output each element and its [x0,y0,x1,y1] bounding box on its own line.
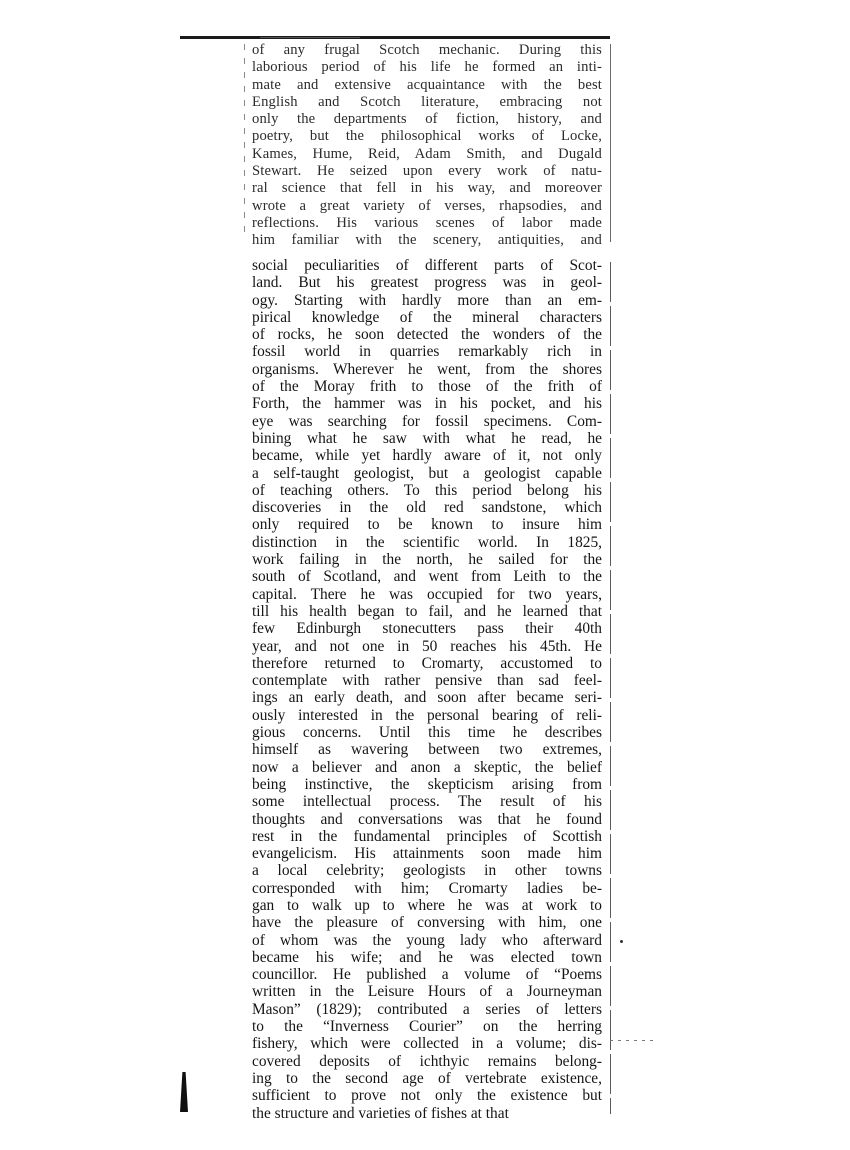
text-line: discoveries in the old red sandstone, which [252,499,602,517]
text-line: English and Scotch literature, embracing not [252,93,602,110]
text-line: ogy. Starting with hardly more than an em- [252,291,602,309]
upper-text-block [252,42,602,250]
text-line: written in the Leisure Hours of a Journeyman [252,983,602,1001]
text-line: few Edinburgh stonecutters pass their 40th [252,620,602,638]
text-line: year, and not one in 50 reaches his 45th. He [252,637,602,655]
text-line: evangelicism. His attainments soon made him [252,845,602,863]
top-rule [180,36,610,39]
text-line: himself as wavering between two extremes, [252,741,602,759]
text-line: a self-taught geologist, but a geologist capable [252,464,602,482]
text-line: only required to be known to insure him [252,516,602,534]
text-line: land. But his greatest progress was in geol- [252,274,602,292]
text-line: fishery, which were collected in a volume; dis- [252,1035,602,1053]
text-line: mate and extensive acquaintance with the best [252,76,602,93]
text-line: social peculiarities of different parts of Scot- [252,257,602,274]
margin-dash-mark [610,1040,658,1041]
text-line: to the “Inverness Courier” on the herring [252,1018,602,1036]
text-line: therefore returned to Cromarty, accustomed to [252,654,602,672]
text-line: only the departments of fiction, history, and [252,111,602,128]
text-line: a local celebrity; geologists in other towns [252,862,602,880]
text-line: of teaching others. To this period belong his [252,481,602,499]
text-line: Mason” (1829); contributed a series of letters [252,1000,602,1018]
text-line: fossil world in quarries remarkably rich in [252,343,602,361]
text-line: sufficient to prove not only the existence but [252,1087,602,1105]
text-line: organisms. Wherever he went, from the shores [252,360,602,378]
text-line: have the pleasure of conversing with him, one [252,914,602,932]
text-line: gious concerns. Until this time he describes [252,724,602,742]
text-line: contemplate with rather pensive than sad feel- [252,672,602,690]
text-line: gan to walk up to where he was at work to [252,896,602,914]
text-line: him familiar with the scenery, antiquities, and [252,232,602,249]
text-line: of rocks, he soon detected the wonders of the [252,326,602,344]
text-line: ral science that fell in his way, and moreover [252,180,602,197]
text-line: Kames, Hume, Reid, Adam Smith, and Dugald [252,145,602,162]
column-right-rule-upper [610,44,611,242]
text-line: laborious period of his life he formed an inti- [252,59,602,76]
text-line: eye was searching for fossil specimens. Com- [252,412,602,430]
text-line: ously interested in the personal bearing of reli- [252,706,602,724]
top-rule-shadow [260,37,360,38]
text-line: ings an early death, and soon after became seri- [252,689,602,707]
text-line: wrote a great variety of verses, rhapsodies, and [252,197,602,214]
text-line: now a believer and anon a skeptic, the belief [252,758,602,776]
text-line: capital. There he was occupied for two years, [252,585,602,603]
text-line: covered deposits of ichthyic remains belong- [252,1052,602,1070]
text-line: till his health began to fail, and he learned that [252,602,602,620]
text-line: work failing in the north, he sailed for the [252,551,602,569]
text-line: bining what he saw with what he read, he [252,429,602,447]
text-line: rest in the fundamental principles of Scottish [252,827,602,845]
text-line: Forth, the hammer was in his pocket, and his [252,395,602,413]
text-line: distinction in the scientific world. In 1825, [252,533,602,551]
text-line: of the Moray frith to those of the frith of [252,378,602,396]
text-line: being instinctive, the skepticism arising from [252,775,602,793]
text-line: poetry, but the philosophical works of Locke, [252,128,602,145]
text-line: reflections. His various scenes of labor made [252,214,602,231]
text-line: pirical knowledge of the mineral characters [252,308,602,326]
column-left-rule [244,44,245,239]
text-line: the structure and varieties of fishes at that [252,1104,509,1122]
text-line: corresponded with him; Cromarty ladies be- [252,879,602,897]
ink-speck [620,940,623,943]
text-line: became his wife; and he was elected town [252,948,602,966]
text-line: thoughts and conversations was that he found [252,810,602,828]
text-line: some intellectual process. The result of his [252,793,602,811]
column-right-rule-lower [610,262,611,1114]
ink-blot [180,1072,188,1112]
text-line: of whom was the young lady who afterward [252,931,602,949]
text-line: councillor. He published a volume of “Poems [252,966,602,984]
lower-text-block [252,257,602,1122]
text-line: became, while yet hardly aware of it, not only [252,447,602,465]
text-line: south of Scotland, and went from Leith to the [252,568,602,586]
text-line: Stewart. He seized upon every work of natu- [252,163,602,180]
text-line: ing to the second age of vertebrate existence, [252,1069,602,1087]
text-line: of any frugal Scotch mechanic. During this [252,42,602,58]
